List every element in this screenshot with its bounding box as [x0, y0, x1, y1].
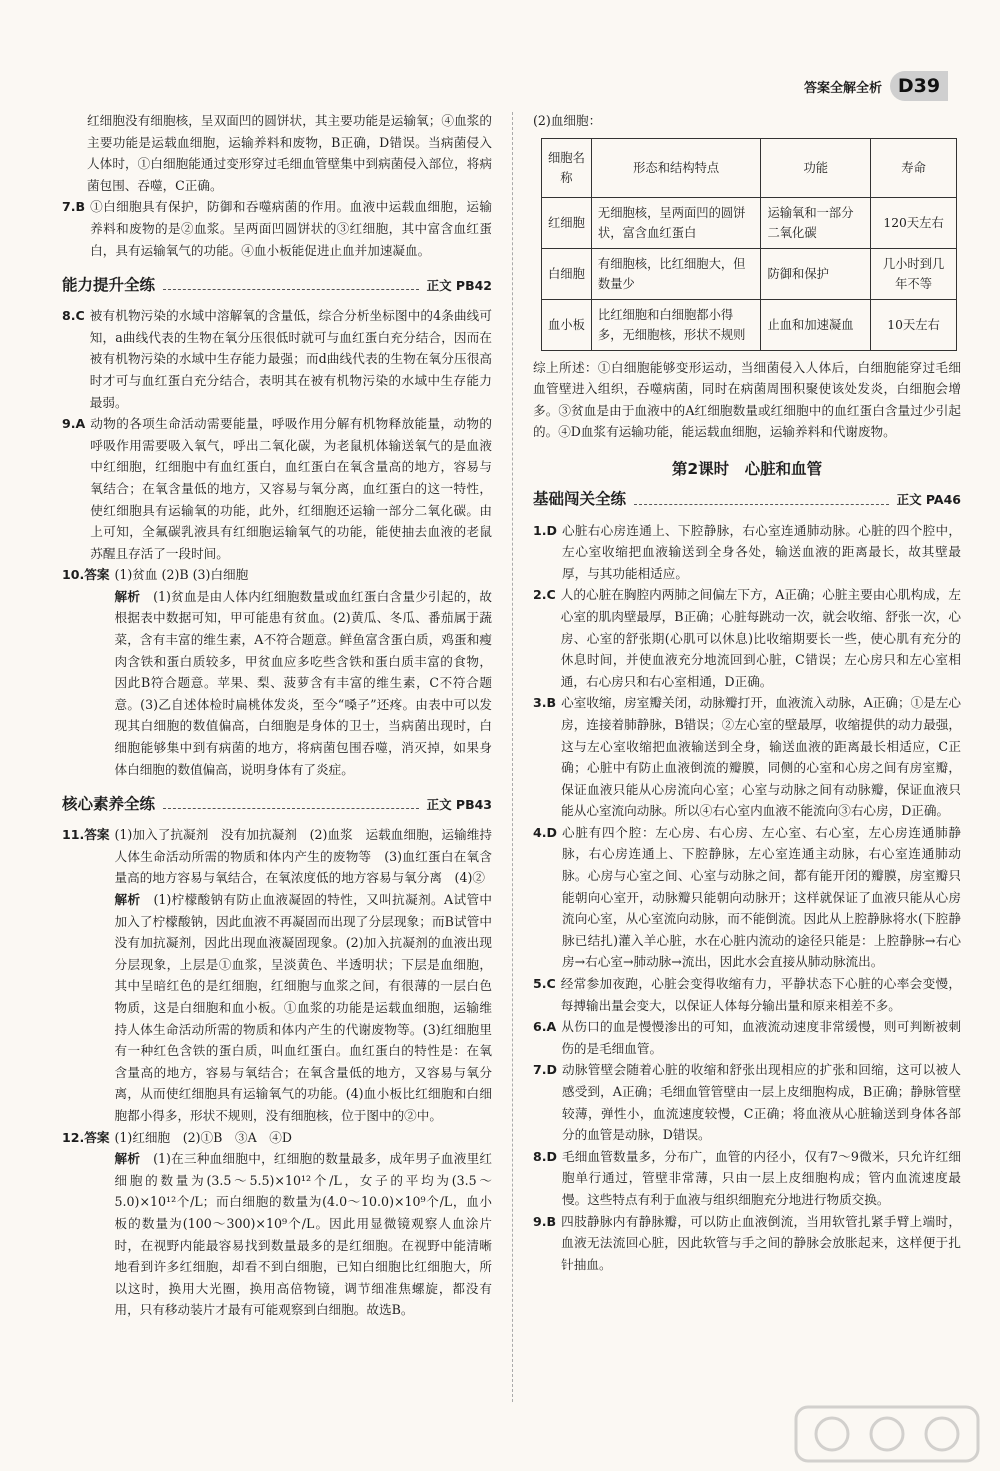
answer-text: 心脏有四个腔：左心房、右心房、左心室、右心室，左心房连通肺静脉，右心房连通上、下腔静脉，左心室连通主动脉，右心室连通肺动脉。心房与心室之间、心室与动脉之间，都有能开闭的瓣膜，房室瓣只能朝向心室开，动脉瓣只能朝向动脉开；这样就保证了血液只能从心房流向心室，从心室流向动脉，而不能倒流。因此从上腔静脉将水(下腔静脉已结扎)灌入羊心脏，水在心脏内流动的途径只能是：上腔静脉→右心房→右心室→肺动脉→流出，因此水会直接从肺动脉流出。	[562, 824, 961, 970]
answer-item-10	[62, 564, 492, 780]
answer-text: 心脏右心房连通上、下腔静脉，右心室连通肺动脉。心脏的四个腔中，左心室收缩把血液输送到全身各处，输送血液的距离最长，故其壁最厚，与其功能相适应。	[562, 522, 961, 581]
answer-item-r5	[533, 973, 961, 1016]
table-cell: 10天左右	[871, 299, 957, 350]
answer-text: 人的心脏在胸腔内两肺之间偏左下方，A正确；心脏主要由心肌构成，左心室的肌肉壁最厚，B正确；心脏每跳动一次，就会收缩、舒张一次，心房、心室的舒张期(心肌可以休息)比收缩期要长一些，使心肌有充分的休息时间，并使血液充分地流回到心脏，C错误；左心房只和左心室相通，右心房只和右心室相通，D正确。	[560, 587, 961, 689]
answer-item-8	[62, 305, 492, 413]
answer-number: 12.答案	[62, 1129, 110, 1145]
table-row	[542, 299, 957, 350]
section-ref: 正文 PB43	[426, 796, 492, 812]
answer-text: 毛细血管数量多，分布广，血管的内径小，仅有7～9微米，只允许红细胞单行通过，管壁非常薄，只由一层上皮细胞构成；管内血流速度最慢。这些特点有利于血液与组织细胞充分地进行物质交换。	[562, 1148, 961, 1207]
answer-number: 3.B	[533, 695, 557, 711]
table-header-row	[542, 138, 957, 197]
table-header: 细胞名称	[542, 138, 592, 197]
table-cell: 有细胞核，比红细胞大，但数量少	[591, 248, 761, 299]
header-label: 答案全解全析	[803, 81, 882, 96]
answer-number: 8.C	[62, 308, 85, 324]
answer-item-12	[62, 1127, 492, 1321]
table-cell: 防御和保护	[761, 248, 871, 299]
table-header: 形态和结构特点	[591, 138, 761, 197]
answer-item-r8	[533, 1146, 961, 1211]
table-cell: 运输氧和一部分二氧化碳	[761, 197, 871, 248]
analysis-text	[115, 586, 493, 780]
answer-item-r7	[533, 1059, 961, 1145]
answer-text: 动脉管壁会随着心脏的收缩和舒张出现相应的扩张和回缩，这可以被人感受到，A正确；毛细血管管壁由一层上皮细胞构成，B正确；静脉管壁较薄，弹性小，血流速度较慢，C正确；将血液从心脏输送到身体各部分的血管是动脉，D错误。	[562, 1062, 961, 1143]
table-intro: (2)血细胞：	[533, 113, 602, 128]
answer-text: 从伤口的血是慢慢渗出的可知，血液流动速度非常缓慢，则可判断被刺伤的是毛细血管。	[561, 1019, 961, 1056]
table-row	[542, 248, 957, 299]
answer-number: 11.答案	[62, 827, 110, 843]
answer-number: 1.D	[533, 522, 558, 538]
table-cell: 比红细胞和白细胞都小得多，无细胞核，形状不规则	[591, 299, 761, 350]
right-column	[533, 110, 961, 1275]
blood-cell-table	[541, 138, 957, 351]
answer-item-r6	[533, 1016, 961, 1059]
section-title: 基础闯关全练	[533, 489, 627, 508]
table-cell: 几小时到几年不等	[871, 248, 957, 299]
answer-number: 9.A	[62, 416, 86, 432]
answer-text: 被有机物污染的水域中溶解氧的含量低，综合分析坐标图中的4条曲线可知，a曲线代表的生物在氧分压很低时就可与血红蛋白充分结合，因而在被有机物污染的水域中生存能力最强；而d曲线代表的生物在氧分压很高时才可与血红蛋白充分结合，表明其在被有机物污染的水域中生存能力最弱。	[89, 308, 492, 410]
page-header	[0, 0, 1000, 110]
table-cell: 120天左右	[871, 197, 957, 248]
watermark-logo	[792, 1403, 982, 1465]
section-rule	[163, 808, 419, 809]
section-heading-core	[62, 791, 492, 815]
table-cell: 无细胞核，呈两面凹的圆饼状，富含血红蛋白	[591, 197, 761, 248]
answer-text: (1)红细胞 (2)①B ③A ④D	[114, 1129, 292, 1145]
answer-text: 经常参加夜跑，心脏会变得收缩有力，平静状态下心脏的心率会变慢，每搏输出量会变大，以保证人体每分输出量和原来相差不多。	[560, 976, 961, 1013]
answer-number: 6.A	[533, 1019, 557, 1035]
answer-text: 四肢静脉内有静脉瓣，可以防止血液倒流，当用软管扎紧手臂上端时，血液无法流回心脏，因此软管与手之间的静脉会放胀起来，这样便于扎针抽血。	[561, 1213, 961, 1272]
section-ref: 正文 PB42	[426, 277, 492, 293]
left-column	[62, 110, 492, 1321]
answer-text: ①白细胞具有保护，防御和吞噬病菌的作用。血液中运载血细胞，运输养料和废物的是②血浆。呈两面凹圆饼状的③红细胞，其中富含血红蛋白，具有运输氧气的功能。④血小板能促进止血并加速凝血。	[90, 199, 492, 258]
answer-number: 8.D	[533, 1148, 558, 1164]
answer-item-11	[62, 824, 492, 1126]
answer-number: 7.D	[533, 1062, 558, 1078]
answer-number: 9.B	[533, 1213, 557, 1229]
table-cell: 血小板	[542, 299, 592, 350]
section-rule	[163, 289, 419, 290]
answer-text: (1)加入了抗凝剂 没有加抗凝剂 (2)血浆 运载血细胞，运输维持人体生命活动所需的物质和体内产生的废物等 (3)血红蛋白在氧含量高的地方容易与氧结合，在氧浓度低的地方容易与氧分离 (4)②	[114, 827, 492, 886]
table-cell: 止血和加速凝血	[761, 299, 871, 350]
table-row	[542, 197, 957, 248]
answer-item-r4	[533, 822, 961, 973]
answer-text: 心室收缩，房室瓣关闭，动脉瓣打开，血液流入动脉，A正确；①是左心房，连接着肺静脉，B错误；②左心室的壁最厚，收缩提供的动力最强，这与左心室收缩把血液输送到全身，输送血液的距离最长相适应，C正确；心脏中有防止血液倒流的瓣膜，同侧的心室和心房之间有房室瓣，保证血液只能从心房流向心室；心室与动脉之间有动脉瓣，保证血液只能从心室流向动脉。所以④右心室内血液不能流向③右心房，D正确。	[561, 695, 961, 819]
section-heading-basic	[533, 487, 961, 511]
analysis-label: 解析	[114, 1151, 141, 1167]
analysis-label: 解析	[114, 892, 141, 907]
answer-item-9	[62, 413, 492, 564]
answer-number: 5.C	[533, 976, 556, 992]
answer-number: 4.D	[533, 824, 558, 840]
analysis-body: (1)在三种血细胞中，红细胞的数量最多，成年男子血液里红细胞的数量为(3.5～5.5)×10¹²个/L，女子的平均为(3.5～5.0)×10¹²个/L；而白细胞的数量为(4.0～10.0)×10⁹个/L，血小板的数量为(100～300)×10⁹个/L。因此用显微镜观察人血涂片时，在视野内能最容易找到数量最多的是红细胞。在视野中能清晰地看到许多红细胞，却看不到白细胞，已知白细胞比红细胞大，所以这时，换用大光圈，换用高倍物镜，调节细准焦螺旋，都没有用，只有移动装片才最有可能观察到白细胞。故选B。	[114, 1151, 493, 1318]
answer-number: 7.B	[62, 199, 86, 215]
answer-text: 动物的各项生命活动需要能量，呼吸作用分解有机物释放能量，动物的呼吸作用需要吸入氧气，呼出二氧化碳，为老鼠机体输送氧气的是血液中红细胞，红细胞中有血红蛋白，血红蛋白在氧含量高的地方，容易与氧结合；在氧含量低的地方，又容易与氧分离，血红蛋白的这一特性，使红细胞具有运输氧的功能，此外，红细胞还运输一部分二氧化碳。由上可知，全氟碳乳液具有红细胞运输氧气的功能，能使抽去血液的老鼠苏醒且存活了一段时间。	[90, 416, 492, 561]
page-number-tab: D39	[890, 71, 948, 101]
answer-item-r3	[533, 692, 961, 822]
answer-item-r1	[533, 520, 961, 585]
column-divider	[512, 112, 513, 1402]
analysis-body: (1)柠檬酸钠有防止血液凝固的特性，又叫抗凝剂。A试管中加入了柠檬酸钠，因此血液不再凝固而出现了分层现象；而B试管中没有加抗凝剂，因此出现血液凝固现象。(2)加入抗凝剂的血液出现分层现象，上层是①血浆，呈淡黄色、半透明状；下层是血细胞，其中呈暗红色的是红细胞，红细胞与血浆之间，有很薄的一层白色物质，这是白细胞和血小板。①血浆的功能是运载血细胞，运输维持人体生命活动所需的物质和体内产生的代谢废物等。(3)红细胞里有一种红色含铁的蛋白质，叫血红蛋白。血红蛋白的特性是：在氧含量高的地方，容易与氧结合；在氧含量低的地方，又容易与氧分离，从而使红细胞具有运输氧气的功能。(4)血小板比红细胞和白细胞都小得多，形状不规则，没有细胞核，位于图中的②中。	[114, 892, 493, 1123]
analysis-label: 解析	[114, 588, 141, 604]
section-title: 能力提升全练	[62, 275, 156, 294]
section-rule	[634, 504, 889, 505]
section-title: 核心素养全练	[62, 794, 156, 813]
answer-text: (1)贫血 (2)B (3)白细胞	[114, 567, 249, 583]
analysis-text	[115, 1148, 493, 1321]
answer-item-7	[62, 196, 492, 261]
answer-number: 10.答案	[62, 567, 110, 583]
analysis-text	[115, 889, 493, 1127]
answer-continuation: 红细胞没有细胞核，呈双面凹的圆饼状，其主要功能是运输氧；④血浆的主要功能是运载血细胞，运输养料和废物，B正确，D错误。当病菌侵入人体时，①白细胞能通过变形穿过毛细血管壁集中到病菌侵入部位，将病菌包围、吞噬，C正确。	[87, 113, 492, 193]
answer-item-r2	[533, 584, 961, 692]
answer-number: 2.C	[533, 587, 556, 603]
table-cell: 红细胞	[542, 197, 592, 248]
table-summary: 综上所述：①白细胞能够变形运动，当细菌侵入人体后，白细胞能穿过毛细血管壁进入组织，吞噬病菌，同时在病菌周围积聚使该处发炎，白细胞会增多。③贫血是由于血液中的A红细胞数量或红细胞中的血红蛋白含量过少引起的。④D血浆有运输功能，能运载血细胞，运输养料和代谢废物。	[533, 359, 961, 440]
lesson-title: 第2课时 心脏和血管	[671, 459, 823, 478]
table-cell: 白细胞	[542, 248, 592, 299]
section-heading-ability	[62, 272, 492, 296]
analysis-body: (1)贫血是由人体内红细胞数量或血红蛋白含量少引起的，故根据表中数据可知，甲可能患有贫血。(2)黄瓜、冬瓜、番茄属于蔬菜，含有丰富的维生素，A不符合题意。鲜鱼富含蛋白质，鸡蛋和瘦肉含铁和蛋白质较多，甲贫血应多吃些含铁和蛋白质丰富的食物，因此B符合题意。苹果、梨、菠萝含有丰富的维生素，C不符合题意。(3)乙自述体检时扁桃体发炎，至今“嗓子”还疼。由表中可以发现其白细胞的数值偏高，白细胞是身体的卫士，当病菌出现时，白细胞能够集中到有病菌的地方，将病菌包围吞噬，消灭掉，如果身体白细胞的数值偏高，说明身体有了炎症。	[114, 588, 493, 777]
table-header: 寿命	[871, 138, 957, 197]
section-ref: 正文 PA46	[896, 491, 961, 507]
table-header: 功能	[761, 138, 871, 197]
answer-item-r9	[533, 1211, 961, 1276]
